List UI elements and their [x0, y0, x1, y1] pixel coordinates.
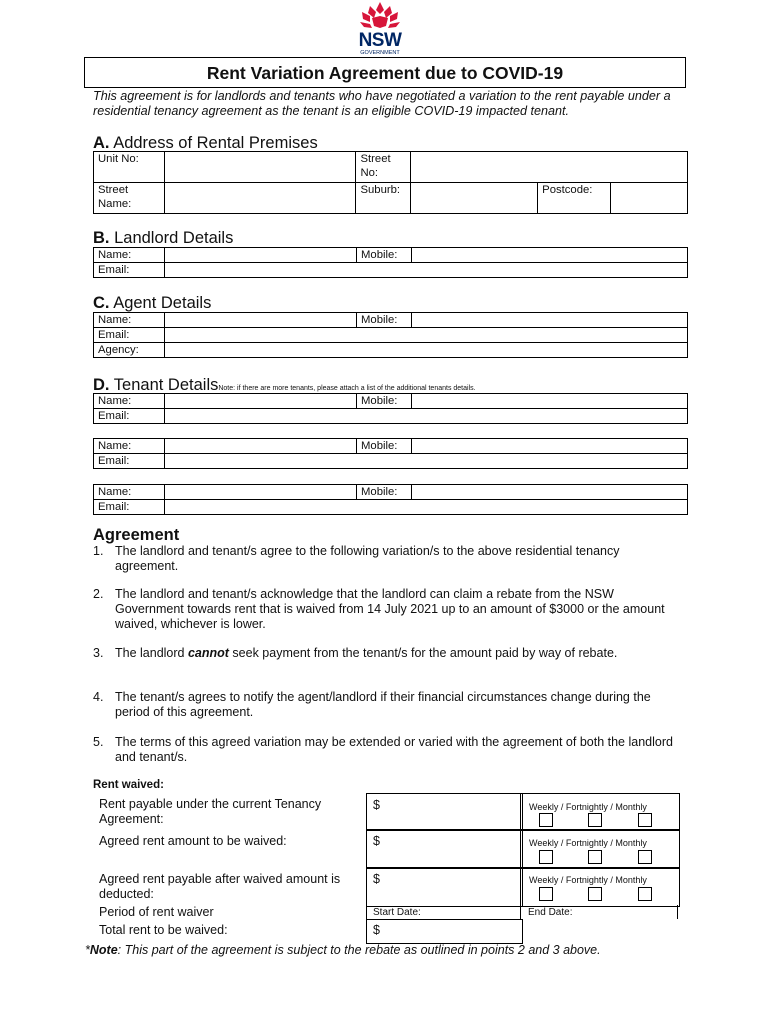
footnote-bold: Note	[89, 943, 118, 957]
item-text-pre: The landlord	[115, 646, 188, 660]
tenant-1-table	[93, 393, 688, 424]
section-c-letter: C.	[93, 294, 110, 312]
tenant-2-mobile-field[interactable]	[412, 439, 688, 454]
start-date-label: Start Date:	[373, 907, 421, 918]
item-text: The tenant/s agrees to notify the agent/landlord if their financial circumstances change during the period of this agreement.	[115, 690, 651, 719]
tenant-2-table	[93, 438, 688, 469]
tenant-2-email-field[interactable]	[165, 454, 688, 469]
tenant-email-label: Email:	[94, 454, 165, 469]
section-c-title: Agent Details	[113, 294, 212, 312]
rent-after-waiver-field[interactable]	[366, 867, 523, 907]
item-number: 2.	[93, 587, 104, 601]
rent-waived-amount-label: Agreed rent amount to be waived:	[99, 834, 287, 848]
tenant-1-mobile-field[interactable]	[412, 394, 688, 409]
section-b-letter: B.	[93, 229, 110, 247]
agent-name-field[interactable]	[165, 313, 357, 328]
rent-after-waiver-label: Agreed rent payable after waived amount is deducted:	[99, 872, 341, 901]
street-no-label: Street No:	[356, 152, 411, 183]
tenant-3-table	[93, 484, 688, 515]
tenant-1-email-field[interactable]	[165, 409, 688, 424]
dollar-sign: $	[373, 798, 380, 812]
footnote-star: *	[85, 943, 90, 957]
item-text: The terms of this agreed variation may be extended or varied with the agreement of both the landlord and tenant/s.	[115, 735, 673, 764]
agent-agency-label: Agency:	[94, 343, 165, 358]
landlord-name-field[interactable]	[165, 248, 357, 263]
end-date-field[interactable]	[520, 905, 678, 919]
item-number: 1.	[93, 544, 104, 558]
street-name-field[interactable]	[164, 183, 356, 214]
fortnightly-checkbox[interactable]	[588, 887, 602, 906]
intro-text: This agreement is for landlords and tenants who have negotiated a variation to the rent payable under a residential tenancy agreement as the tenant is an eligible COVID-19 impacted tenant.	[93, 89, 671, 118]
street-name-label: Street Name:	[94, 183, 165, 214]
section-a-title: Address of Rental Premises	[113, 134, 318, 152]
tenant-3-name-field[interactable]	[165, 485, 357, 500]
tenant-mobile-label: Mobile:	[357, 394, 412, 409]
agent-mobile-field[interactable]	[412, 313, 688, 328]
dollar-sign: $	[373, 834, 380, 848]
page-title: Rent Variation Agreement due to COVID-19	[84, 57, 686, 88]
landlord-table	[93, 247, 688, 278]
frequency-label: Weekly / Fortnightly / Monthly	[529, 802, 647, 812]
end-date-label: End Date:	[528, 907, 573, 918]
dollar-sign: $	[373, 872, 380, 886]
frequency-label: Weekly / Fortnightly / Monthly	[529, 838, 647, 848]
tenant-mobile-label: Mobile:	[357, 439, 412, 454]
section-c-heading	[93, 294, 211, 312]
tenant-name-label: Name:	[94, 439, 165, 454]
item-text-post: seek payment from the tenant/s for the amount paid by way of rebate.	[228, 646, 618, 660]
logo-text: NSW	[358, 30, 402, 51]
tenant-1-name-field[interactable]	[165, 394, 357, 409]
monthly-checkbox[interactable]	[638, 887, 652, 906]
agent-name-label: Name:	[94, 313, 165, 328]
item-text	[115, 646, 675, 661]
landlord-email-label: Email:	[94, 263, 165, 278]
tenant-name-label: Name:	[94, 394, 165, 409]
landlord-email-field[interactable]	[165, 263, 688, 278]
tenant-name-label: Name:	[94, 485, 165, 500]
postcode-field[interactable]	[611, 183, 688, 214]
item-text: The landlord and tenant/s acknowledge that the landlord can claim a rebate from the NSW Government towards rent that is waived from 14 July 2021 up to an amount of $3000 or the amount waived, whichever is lower.	[115, 587, 665, 631]
suburb-label: Suburb:	[356, 183, 411, 214]
address-table	[93, 151, 688, 214]
unit-no-field[interactable]	[164, 152, 356, 183]
section-a-letter: A.	[93, 134, 110, 152]
agent-email-label: Email:	[94, 328, 165, 343]
landlord-name-label: Name:	[94, 248, 165, 263]
rent-waived-amount-field[interactable]	[366, 829, 523, 869]
section-a-heading	[93, 134, 318, 152]
start-date-field[interactable]	[366, 905, 521, 919]
suburb-field[interactable]	[411, 183, 538, 214]
item-number: 4.	[93, 690, 104, 704]
section-d-letter: D.	[93, 376, 110, 394]
tenant-mobile-label: Mobile:	[357, 485, 412, 500]
rent-waived-label: Rent waived:	[93, 779, 164, 791]
item-text-emphasis: cannot	[187, 646, 229, 660]
item-number: 3.	[93, 646, 104, 660]
item-number: 5.	[93, 735, 104, 749]
landlord-mobile-label: Mobile:	[357, 248, 412, 263]
footnote	[85, 943, 601, 957]
unit-no-label: Unit No:	[94, 152, 165, 183]
frequency-label: Weekly / Fortnightly / Monthly	[529, 875, 647, 885]
tenant-3-email-field[interactable]	[165, 500, 688, 515]
tenant-email-label: Email:	[94, 409, 165, 424]
footnote-text: : This part of the agreement is subject to the rebate as outlined in points 2 and 3 above.	[117, 943, 601, 957]
agent-agency-field[interactable]	[165, 343, 688, 358]
rent-payable-label: Rent payable under the current Tenancy Agreement:	[99, 797, 322, 826]
total-rent-waived-field[interactable]	[366, 919, 523, 944]
tenant-3-mobile-field[interactable]	[412, 485, 688, 500]
section-b-title: Landlord Details	[114, 229, 234, 247]
item-text: The landlord and tenant/s agree to the following variation/s to the above residential tenancy agreement.	[115, 544, 620, 573]
section-b-heading	[93, 229, 233, 247]
agent-table	[93, 312, 688, 358]
landlord-mobile-field[interactable]	[412, 248, 688, 263]
tenant-2-name-field[interactable]	[165, 439, 357, 454]
rent-payable-amount-field[interactable]	[366, 793, 523, 831]
tenant-note: Note: if there are more tenants, please attach a list of the additional tenants details.	[218, 385, 476, 392]
logo-subtext: GOVERNMENT	[360, 50, 400, 56]
period-label: Period of rent waiver	[99, 905, 214, 919]
agent-email-field[interactable]	[165, 328, 688, 343]
tenant-email-label: Email:	[94, 500, 165, 515]
total-rent-waived-label: Total rent to be waived:	[99, 923, 228, 937]
weekly-checkbox[interactable]	[539, 887, 553, 906]
section-d-title: Tenant Details	[113, 376, 219, 394]
agreement-heading: Agreement	[93, 526, 180, 544]
agent-mobile-label: Mobile:	[357, 313, 412, 328]
dollar-sign: $	[373, 923, 380, 937]
postcode-label: Postcode:	[538, 183, 611, 214]
nsw-logo	[348, 0, 412, 62]
street-no-field[interactable]	[411, 152, 688, 183]
